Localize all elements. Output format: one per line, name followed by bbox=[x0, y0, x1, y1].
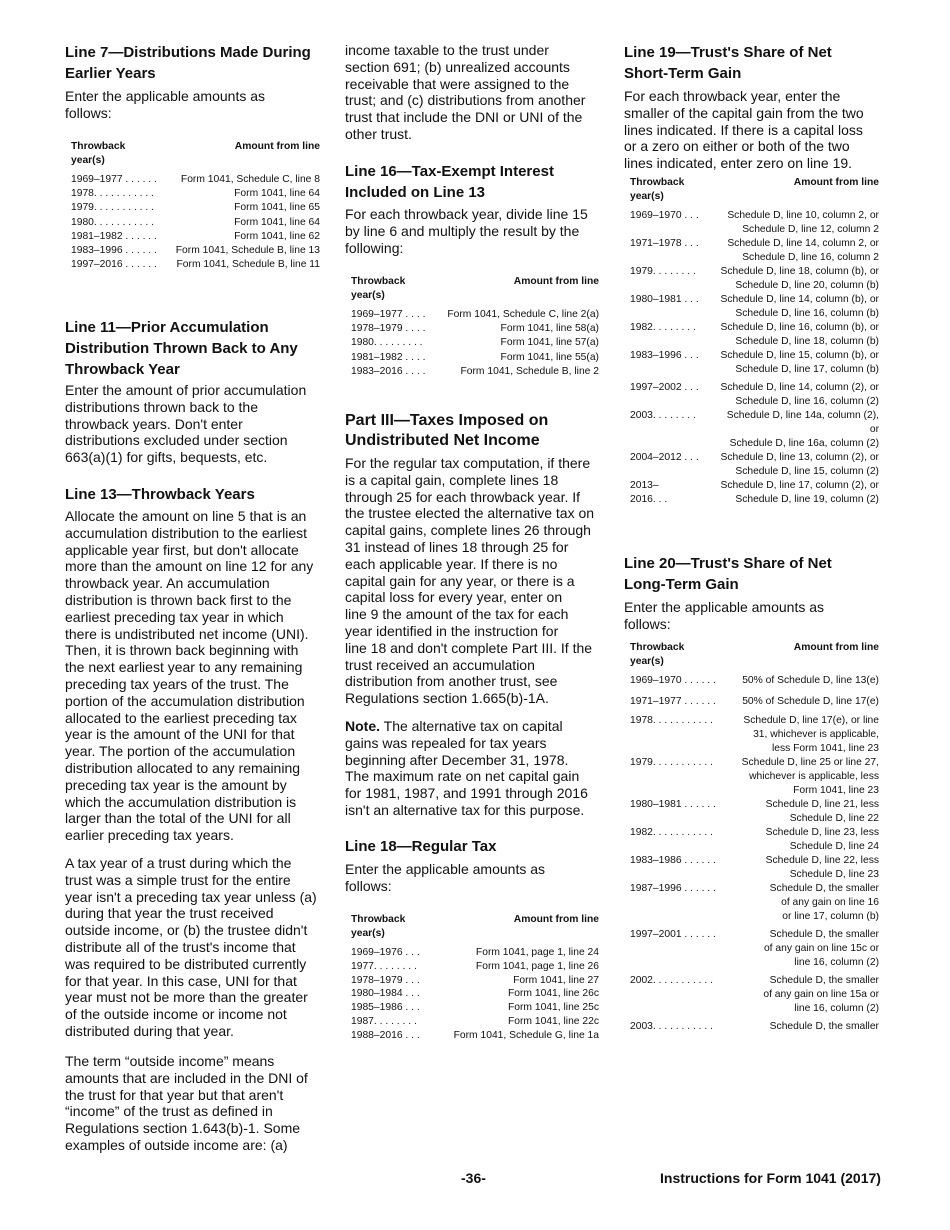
throwback-year: 2013– 2016. . . bbox=[630, 480, 668, 505]
text-line: distributed during that year. bbox=[65, 1022, 234, 1039]
amount-from-line: Form 1041, line 58(a) bbox=[500, 323, 599, 335]
part3-heading: Part III—Taxes Imposed on Undistributed Net Income bbox=[345, 412, 549, 449]
text-line: For each throwback year, divide line 15 bbox=[345, 206, 588, 222]
text-line: through 25 for each throwback year. If bbox=[345, 488, 581, 505]
line13-heading: Line 13—Throwback Years bbox=[65, 486, 255, 503]
throwback-year: 1980–1984 . . . bbox=[351, 988, 420, 1000]
amount-from-line: Schedule D, line 22, less Schedule D, line 23 bbox=[765, 855, 879, 880]
text-line: is a capital gain, complete lines 18 bbox=[345, 471, 559, 488]
table-header: Throwback year(s) Amount from line bbox=[630, 642, 879, 667]
text-line: For each throwback year, enter the bbox=[624, 88, 841, 104]
throwback-year: 1969–1970 . . . bbox=[630, 210, 699, 221]
amount-from-line: Schedule D, line 15, column (b), or Schedule D, line 17, column (b) bbox=[720, 350, 879, 375]
line18-table bbox=[351, 913, 599, 1041]
table-header: Throwback year(s) Amount from line bbox=[71, 141, 320, 166]
text-line: trust was a simple trust for the entire bbox=[65, 871, 291, 888]
line7-heading: Line 7—Distributions Made During Earlier Years bbox=[65, 44, 311, 82]
amount-from-line: Schedule D, line 16, column (b), or Schedule D, line 18, column (b) bbox=[720, 322, 879, 347]
throwback-year: 1978–1979 . . . bbox=[351, 974, 420, 986]
line19-heading: Line 19—Trust's Share of Net Short-Term Gain bbox=[624, 44, 832, 82]
amount-from-line: Form 1041, line 65 bbox=[234, 202, 320, 214]
table-header: Throwback year(s) Amount from line bbox=[351, 914, 599, 939]
text-line: Enter the applicable amounts as bbox=[624, 599, 825, 615]
throwback-year: 1969–1977 . . . . bbox=[351, 309, 426, 320]
amount-from-line: Form 1041, line 62 bbox=[234, 230, 320, 242]
throwback-year: 1979. . . . . . . . . . . bbox=[71, 202, 154, 214]
line13-paragraph-2 bbox=[65, 855, 317, 1040]
throwback-year: 1978. . . . . . . . . . . bbox=[71, 188, 154, 200]
text-line: outside income, or (b) the trustee didn't bbox=[65, 922, 308, 939]
text-line: year must not be more than the greater bbox=[65, 989, 308, 1006]
text-line: allocated to the earliest preceding tax bbox=[65, 709, 297, 726]
text-line: preceding tax years of the trust. The bbox=[65, 675, 289, 692]
amount-from-line: Schedule D, the smaller of any gain on line 15c or line 16, column (2) bbox=[763, 929, 879, 968]
text-line: lines indicated, enter zero on line 19. bbox=[624, 155, 853, 172]
table-header: Throwback year(s) Amount from line bbox=[630, 177, 879, 202]
text-line: there is undistributed net income (UNI). bbox=[65, 625, 309, 642]
text-line: of the outside income or income not bbox=[65, 1006, 287, 1023]
throwback-year: 1997–2002 . . . bbox=[630, 382, 699, 393]
amount-from-line: Form 1041, Schedule G, line 1a bbox=[453, 1029, 599, 1041]
amount-from-line: Schedule D, line 14a, column (2), or Schedule D, line 16a, column (2) bbox=[726, 410, 879, 449]
line19-text bbox=[624, 88, 864, 172]
text-line: receivable that were assigned to the bbox=[345, 75, 570, 92]
amount-from-line: Schedule D, the smaller bbox=[769, 1021, 879, 1032]
throwback-year: 1983–1996 . . . bbox=[630, 350, 699, 361]
text-line: during that year the trust received bbox=[65, 905, 274, 922]
amount-from-line: Form 1041, Schedule C, line 2(a) bbox=[447, 309, 599, 320]
throwback-year: 1980. . . . . . . . . . . bbox=[71, 216, 154, 228]
text-line: 31 instead of lines 18 through 25 for bbox=[345, 538, 569, 555]
line16-table bbox=[351, 275, 599, 377]
text-line: examples of outside income are: (a) bbox=[65, 1136, 288, 1153]
line7-table bbox=[71, 140, 320, 271]
amount-from-line: Form 1041, Schedule B, line 2 bbox=[460, 365, 599, 377]
amount-from-line: Form 1041, line 27 bbox=[513, 974, 599, 986]
amount-from-line: Form 1041, Schedule B, line 13 bbox=[175, 245, 320, 256]
line13-paragraph-1 bbox=[65, 508, 313, 844]
line16-heading: Line 16—Tax-Exempt Interest Included on Line 13 bbox=[345, 163, 554, 201]
throwback-year: 1978. . . . . . . . . . . bbox=[630, 715, 713, 726]
line20-heading: Line 20—Trust's Share of Net Long-Term Gain bbox=[624, 555, 832, 593]
text-line: year is the amount of the UNI for that bbox=[65, 726, 295, 743]
line7-intro: Enter the applicable amounts as follows: bbox=[65, 88, 266, 121]
text-line: year identified in the instruction for bbox=[345, 622, 559, 639]
text-line: preceding tax year is the amount by bbox=[65, 776, 287, 793]
text-line: amounts that are included in the DNI of bbox=[65, 1069, 308, 1086]
amount-from-line: Form 1041, line 26c bbox=[507, 988, 599, 1000]
text-line: lines indicated. If there is a capital loss bbox=[624, 121, 863, 138]
note-label: Note. bbox=[345, 718, 380, 734]
amount-from-line: Form 1041, line 64 bbox=[234, 216, 320, 228]
throwback-year: 1980. . . . . . . . . bbox=[351, 337, 423, 349]
throwback-year: 1983–1996 . . . . . . bbox=[71, 245, 157, 256]
throwback-year: 1971–1977 . . . . . . bbox=[630, 696, 716, 707]
throwback-year: 2004–2012 . . . bbox=[630, 452, 699, 463]
amount-from-line: Form 1041, page 1, line 24 bbox=[475, 947, 599, 958]
text-line: earlier preceding tax years. bbox=[65, 827, 234, 844]
text-line: The term “outside income” means bbox=[65, 1053, 275, 1069]
text-line: year. The portion of the accumulation bbox=[65, 743, 296, 760]
text-line: follows: bbox=[345, 877, 392, 894]
line16-text bbox=[345, 206, 588, 256]
text-line: throwback year. An accumulation bbox=[65, 575, 270, 592]
text-line: line 9 the amount of the tax for each bbox=[345, 606, 569, 623]
amount-from-line: Form 1041, line 64 bbox=[234, 188, 320, 200]
throwback-year: 1988–2016 . . . bbox=[351, 1029, 420, 1041]
amount-from-line: Form 1041, page 1, line 26 bbox=[475, 960, 599, 972]
amount-from-line: Schedule D, line 21, less Schedule D, line 22 bbox=[765, 799, 879, 824]
line11-heading: Line 11—Prior Accumulation Distribution Thrown Back to Any Throwback Year bbox=[65, 319, 298, 378]
text-line: for that year. In this case, UNI for that bbox=[65, 972, 297, 989]
amount-from-line: Schedule D, the smaller of any gain on line 16 or line 17, column (b) bbox=[769, 883, 879, 922]
table-header: Throwback year(s) Amount from line bbox=[351, 276, 599, 301]
throwback-year: 1969–1977 . . . . . . bbox=[71, 174, 157, 185]
amount-from-line: Schedule D, the smaller of any gain on line 15a or line 16, column (2) bbox=[763, 975, 879, 1014]
text-line: smaller of the capital gain from the two bbox=[624, 104, 864, 121]
throwback-year: 2002. . . . . . . . . . . bbox=[630, 975, 713, 986]
amount-from-line: Schedule D, line 23, less Schedule D, line 24 bbox=[765, 827, 879, 852]
text-line: “income” of the trust as defined in bbox=[65, 1103, 273, 1120]
throwback-year: 1977. . . . . . . . bbox=[351, 960, 417, 972]
throwback-year: 2003. . . . . . . . . . . bbox=[630, 1021, 713, 1032]
throwback-year: 1983–2016 . . . . bbox=[351, 365, 426, 377]
text-line: A tax year of a trust during which the bbox=[65, 855, 292, 871]
amount-from-line: Schedule D, line 25 or line 27, whichever is applicable, less Form 1041, line 23 bbox=[741, 757, 879, 796]
text-line: the trustee elected the alternative tax on bbox=[345, 505, 595, 522]
text-line: by line 6 and multiply the result by the bbox=[345, 222, 580, 239]
throwback-year: 1983–1986 . . . . . . bbox=[630, 855, 716, 866]
text-line: which the accumulation distribution is bbox=[65, 793, 297, 810]
throwback-year: 1980–1981 . . . . . . bbox=[630, 799, 716, 810]
throwback-year: 1969–1976 . . . bbox=[351, 947, 420, 958]
amount-from-line: Schedule D, line 14, column (2), or Schedule D, line 16, column (2) bbox=[720, 382, 879, 407]
text-line: distribute all of the trust's income that bbox=[65, 938, 296, 955]
text-line: capital gain for any year, or there is a bbox=[345, 572, 575, 589]
amount-from-line: Schedule D, line 17(e), or line 31, whichever is applicable, less Form 1041, line 23 bbox=[743, 715, 879, 754]
amount-from-line: 50% of Schedule D, line 17(e) bbox=[742, 696, 879, 707]
text-line: capital loss for every year, enter on bbox=[345, 589, 563, 606]
text-line: For the regular tax computation, if there bbox=[345, 455, 591, 471]
footer-title: Instructions for Form 1041 (2017) bbox=[660, 1170, 881, 1186]
amount-from-line: Schedule D, line 10, column 2, or Schedule D, line 12, column 2 bbox=[727, 210, 879, 235]
note-paragraph: Note. The alternative tax on capital gains was repealed for tax years beginning after December 31, 1978. The maximum rate on net capital gain for 1981, 1987, and 1991 through 2016 isn't an alternative tax for this purpose. bbox=[345, 718, 588, 818]
page-number: -36- bbox=[461, 1170, 486, 1186]
part3-text bbox=[345, 455, 594, 707]
text-line: year isn't a preceding tax year unless (a) bbox=[65, 888, 317, 905]
text-line: trust; and (c) distributions from another bbox=[345, 92, 586, 109]
throwback-year: 1971–1978 . . . bbox=[630, 238, 699, 249]
line20-intro bbox=[624, 599, 824, 633]
amount-from-line: Schedule D, line 17, column (2), or Schedule D, line 19, column (2) bbox=[720, 480, 879, 505]
text-line: other trust. bbox=[345, 125, 412, 142]
line18-heading: Line 18—Regular Tax bbox=[345, 838, 497, 855]
text-line: accumulation distribution to the earliest bbox=[65, 524, 308, 541]
text-line: line 18 and don't complete Part III. If the bbox=[345, 639, 593, 656]
outside-income-continuation bbox=[345, 42, 585, 143]
text-line: trust received an accumulation bbox=[345, 656, 535, 673]
text-line: each applicable year. If there is no bbox=[345, 555, 558, 572]
line20-table bbox=[630, 641, 879, 1032]
text-line: the next earliest year to any remaining bbox=[65, 659, 303, 676]
throwback-year: 2003. . . . . . . . bbox=[630, 410, 696, 421]
throwback-year: 1979. . . . . . . . . . . bbox=[630, 757, 713, 768]
throwback-year: 1997–2016 . . . . . . bbox=[71, 259, 157, 271]
text-line: Allocate the amount on line 5 that is an bbox=[65, 508, 307, 524]
text-line: section 691; (b) unrealized accounts bbox=[345, 58, 570, 75]
text-line: following: bbox=[345, 239, 404, 256]
amount-from-line: Form 1041, Schedule B, line 11 bbox=[176, 259, 320, 271]
throwback-year: 1981–1982 . . . . bbox=[351, 351, 426, 363]
throwback-year: 1981–1982 . . . . . . bbox=[71, 230, 157, 242]
amount-from-line: Form 1041, line 25c bbox=[507, 1002, 599, 1014]
text-line: Regulations section 1.665(b)-1A. bbox=[345, 690, 549, 707]
text-line: earliest preceding tax year in which bbox=[65, 608, 284, 625]
text-line: trust that include the DNI or UNI of the bbox=[345, 109, 583, 126]
line11-text: Enter the amount of prior accumulation distributions thrown back to the throwback years. Don't enter distributions excluded under section 663(a)(1) for gifts, bequests, etc. bbox=[65, 382, 307, 466]
text-line: follows: bbox=[624, 615, 671, 632]
amount-from-line: Schedule D, line 14, column 2, or Schedule D, line 16, column 2 bbox=[727, 238, 879, 263]
line18-intro bbox=[345, 861, 545, 895]
amount-from-line: Schedule D, line 14, column (b), or Schedule D, line 16, column (b) bbox=[720, 294, 879, 319]
amount-from-line: Form 1041, line 55(a) bbox=[500, 351, 599, 363]
text-line: income taxable to the trust under bbox=[345, 42, 549, 58]
line19-table bbox=[630, 176, 879, 505]
text-line: distribution is thrown back first to the bbox=[65, 591, 292, 608]
throwback-year: 1982. . . . . . . . bbox=[630, 322, 696, 333]
text-line: more than the amount on line 12 for any bbox=[65, 558, 314, 575]
text-line: Enter the applicable amounts as bbox=[345, 861, 546, 877]
text-line: distribution allocated to any remaining bbox=[65, 759, 301, 776]
text-line: Then, it is thrown back beginning with bbox=[65, 642, 299, 659]
amount-from-line: Form 1041, Schedule C, line 8 bbox=[180, 174, 320, 185]
throwback-year: 1982. . . . . . . . . . . bbox=[630, 827, 713, 838]
throwback-year: 1987. . . . . . . . bbox=[351, 1016, 417, 1027]
throwback-year: 1978–1979 . . . . bbox=[351, 323, 426, 335]
amount-from-line: Schedule D, line 13, column (2), or Schedule D, line 15, column (2) bbox=[720, 452, 879, 477]
line13-paragraph-3 bbox=[65, 1053, 308, 1154]
text-line: was required to be distributed currently bbox=[65, 955, 307, 972]
throwback-year: 1980–1981 . . . bbox=[630, 294, 699, 305]
text-line: or a zero on either or both of the two bbox=[624, 138, 850, 155]
text-line: distribution from another trust, see bbox=[345, 673, 558, 690]
throwback-year: 1987–1996 . . . . . . bbox=[630, 883, 716, 894]
text-line: Regulations section 1.643(b)-1. Some bbox=[65, 1120, 301, 1137]
text-line: the trust for that year but that aren't bbox=[65, 1086, 284, 1103]
amount-from-line: Form 1041, line 57(a) bbox=[500, 337, 599, 349]
throwback-year: 1997–2001 . . . . . . bbox=[630, 929, 716, 940]
throwback-year: 1969–1970 . . . . . . bbox=[630, 675, 716, 686]
amount-from-line: Schedule D, line 18, column (b), or Schedule D, line 20, column (b) bbox=[720, 266, 879, 291]
amount-from-line: 50% of Schedule D, line 13(e) bbox=[742, 675, 879, 686]
amount-from-line: Form 1041, line 22c bbox=[507, 1016, 599, 1027]
text-line: applicable year first, but don't allocate bbox=[65, 541, 299, 558]
text-line: larger than the total of the UNI for all bbox=[65, 810, 291, 827]
text-line: capital gains, complete lines 26 through bbox=[345, 522, 591, 539]
throwback-year: 1985–1986 . . . bbox=[351, 1002, 420, 1014]
throwback-year: 1979. . . . . . . . bbox=[630, 266, 696, 277]
text-line: portion of the accumulation distribution bbox=[65, 692, 305, 709]
